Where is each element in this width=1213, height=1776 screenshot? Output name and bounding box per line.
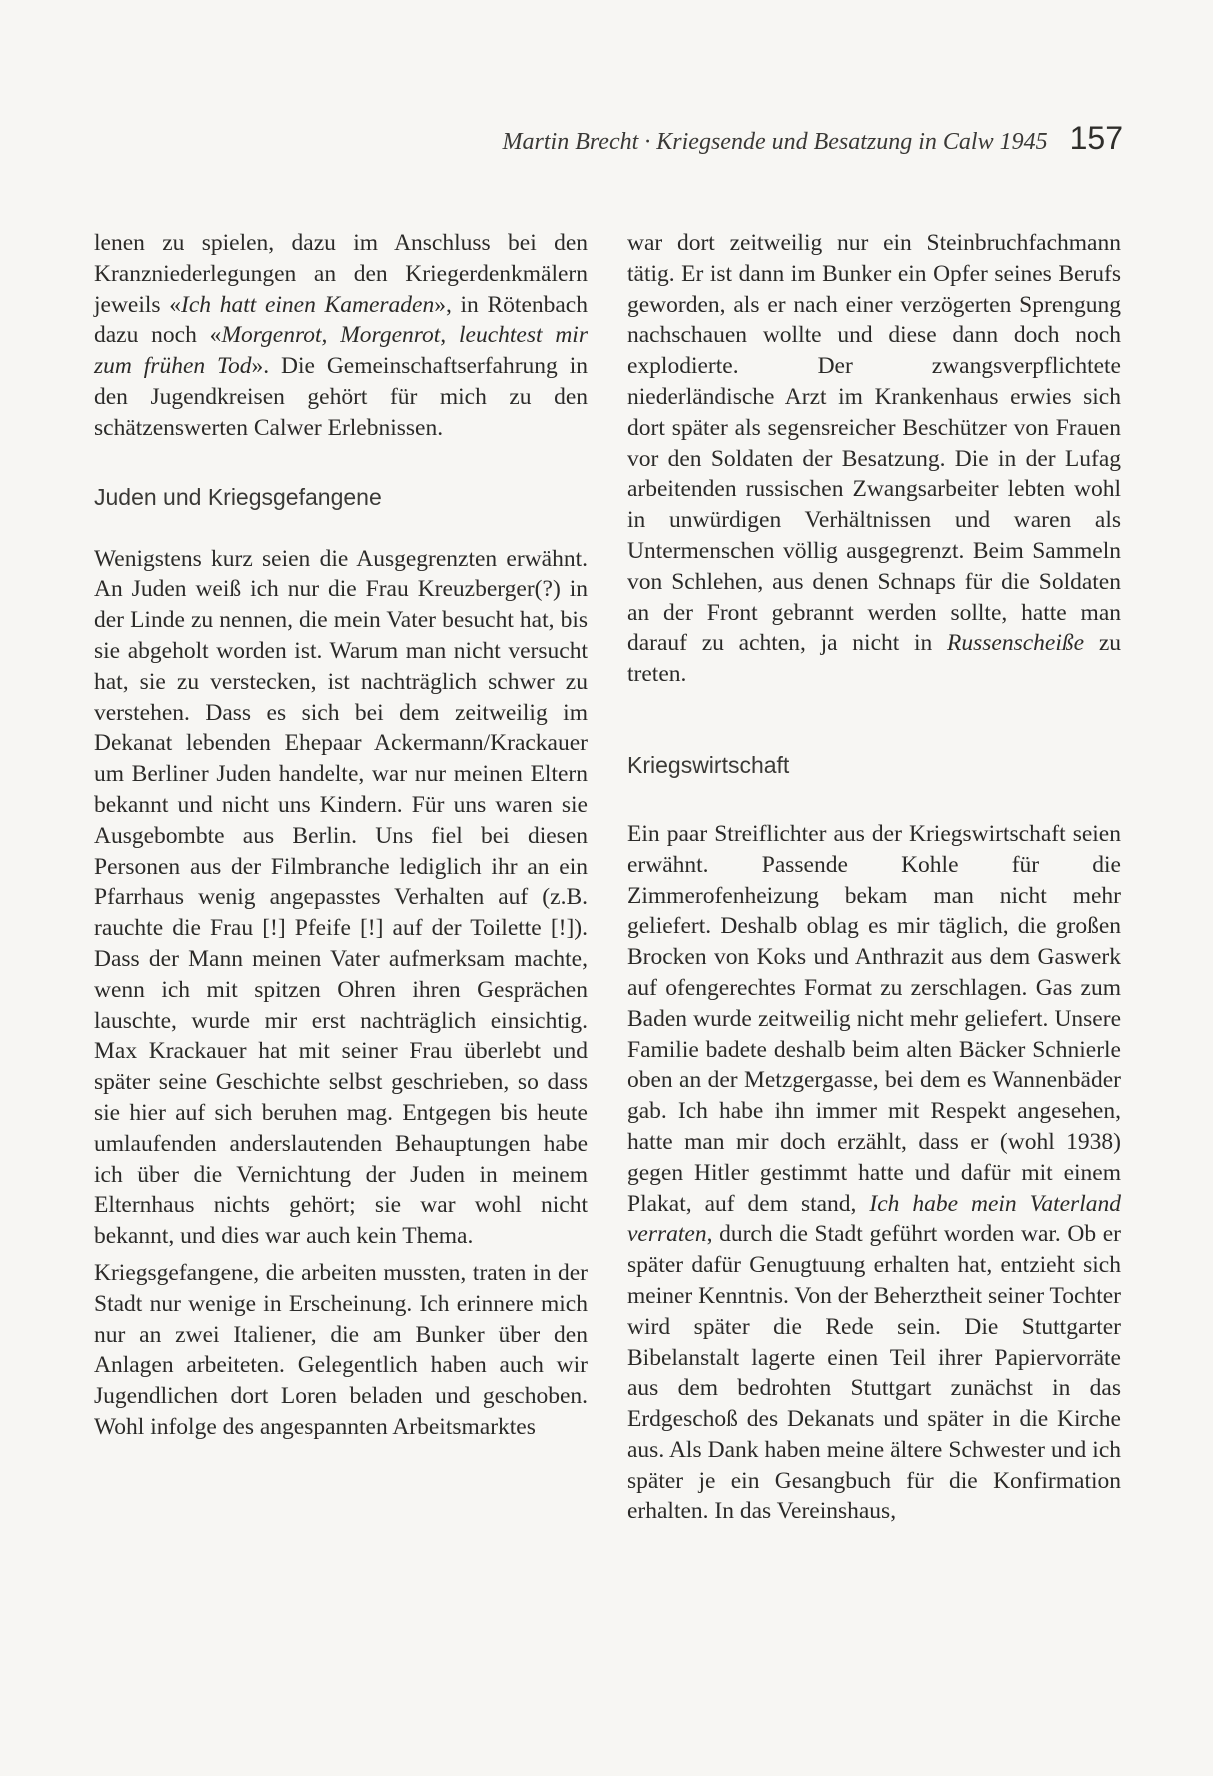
text-run: zu treten. <box>627 630 1121 688</box>
text-run: war dort zeitweilig nur ein Steinbruchfachmann tätig. Er ist dann im Bunker ein Opfer seines Berufs geworden, als er nach einer verzögerten Sprengung nachschauen wollte und diese dann doch noch explodierte. Der zwangsverpflichtete niederländische Arzt im Krankenhaus erwies sich dort später als segensreicher Beschützer von Frauen vor den Soldaten der Besatzung. Die in der Lufag arbeitenden russischen Zwangsarbeiter lebten wohl in unwürdigen Verhältnissen und waren als Untermenschen völlig ausgegrenzt. Beim Sammeln von Schlehen, aus denen Schnaps für die Soldaten an der Front gebrannt werden sollte, hatte man darauf zu achten, ja nicht in <box>627 230 1121 657</box>
page-header <box>94 120 1123 157</box>
paragraph <box>94 1258 588 1443</box>
paragraph <box>94 228 588 444</box>
left-column <box>94 228 588 1443</box>
text-run: , durch die Stadt geführt worden war. Ob er später dafür Genugtuung erhalten hat, entzieht sich meiner Kenntnis. Von der Beherztheit seiner Tochter wird später die Rede sein. Die Stuttgarter Bibelanstalt lagerte einen Teil ihrer Papiervorräte aus dem bedrohten Stuttgart zunächst in das Erdgeschoß des Dekanats und später in die Kirche aus. Als Dank haben meine ältere Schwester und ich später je ein Gesangbuch für die Konfirmation erhalten. In das Vereinshaus, <box>627 1221 1121 1525</box>
text-run: », in Rötenbach dazu noch « <box>94 291 588 349</box>
section-heading-kriegswirtschaft: Kriegswirtschaft <box>627 751 790 778</box>
section-heading-juden: Juden und Kriegsgefangene <box>94 483 382 510</box>
text-run: ». Die Gemeinschaftserfahrung in den Jugendkreisen gehört für mich zu den schätzenswerten Calwer Erlebnissen. <box>94 353 588 441</box>
paragraph <box>627 228 1121 690</box>
italic-text: Morgenrot, Morgenrot, leuchtest mir zum frühen Tod <box>94 322 588 380</box>
text-run: Wenigstens kurz seien die Ausgegrenzten erwähnt. An Juden weiß ich nur die Frau Kreuzberger(?) in der Linde zu nennen, die mein Vater besucht hat, bis sie abgeholt worden ist. Warum man nicht versucht hat, sie zu verstecken, ist nachträglich schwer zu verstehen. Dass es sich bei dem zeitweilig im Dekanat lebenden Ehepaar Ackermann/Krackauer um Berliner Juden handelte, war nur meinen Eltern bekannt und nicht uns Kindern. Für uns waren sie Ausgebombte aus Berlin. Uns fiel bei diesen Personen aus der Filmbranche lediglich ihr an ein Pfarrhaus wenig angepasstes Verhalten auf (z.B. rauchte die Frau [!] Pfeife [!] auf der Toilette [!]). Dass der Mann meinen Vater aufmerksam machte, wenn ich mit spitzen Ohren ihren Gesprächen lauschte, wurde mir erst nachträglich einsichtig. Max Krackauer hat mit seiner Frau überlebt und später seine Geschichte selbst geschrieben, so dass sie hier auf sich beruhen mag. Entgegen bis heute umlaufenden anderslautenden Behauptungen habe ich über die Vernichtung der Juden in meinem Elternhaus nichts gehört; sie war wohl nicht bekannt, und dies war auch kein Thema. <box>94 545 588 1250</box>
running-title: Martin Brecht · Kriegsende und Besatzung in Calw 1945 <box>502 129 1048 155</box>
right-column <box>627 228 1121 1527</box>
text-run: lenen zu spielen, dazu im Anschluss bei den Kranzniederlegungen an den Kriegerdenkmälern jeweils « <box>94 230 588 318</box>
paragraph <box>627 819 1121 1527</box>
italic-text: Ich hatt einen Kameraden <box>181 291 435 318</box>
text-run: Kriegsgefangene, die arbeiten mussten, traten in der Stadt nur wenige in Erscheinung. Ich erinnere mich nur an zwei Italiener, die am Bunker über den Anlagen arbeiteten. Gelegentlich haben auch wir Jugendlichen dort Loren beladen und geschoben. Wohl infolge des angespannten Arbeitsmarktes <box>94 1259 588 1440</box>
italic-text: Russenscheiße <box>947 630 1085 657</box>
page-number: 157 <box>1069 120 1123 156</box>
italic-text: Ich habe mein Vaterland verraten <box>627 1190 1121 1248</box>
text-run: Ein paar Streiflichter aus der Kriegswirtschaft seien erwähnt. Passende Kohle für die Zimmerofenheizung bekam man nicht mehr geliefert. Deshalb oblag es mir täglich, die großen Brocken von Koks und Anthrazit aus dem Gaswerk auf ofengerechtes Format zu zerschlagen. Gas zum Baden wurde zeitweilig nicht mehr geliefert. Unsere Familie badete deshalb beim alten Bäcker Schnierle oben an der Metzgergasse, bei dem es Wannenbäder gab. Ich habe ihn immer mit Respekt angesehen, hatte man mir doch erzählt, dass er (wohl 1938) gegen Hitler gestimmt hatte und dafür mit einem Plakat, auf dem stand, <box>627 820 1121 1217</box>
paragraph <box>94 544 588 1252</box>
